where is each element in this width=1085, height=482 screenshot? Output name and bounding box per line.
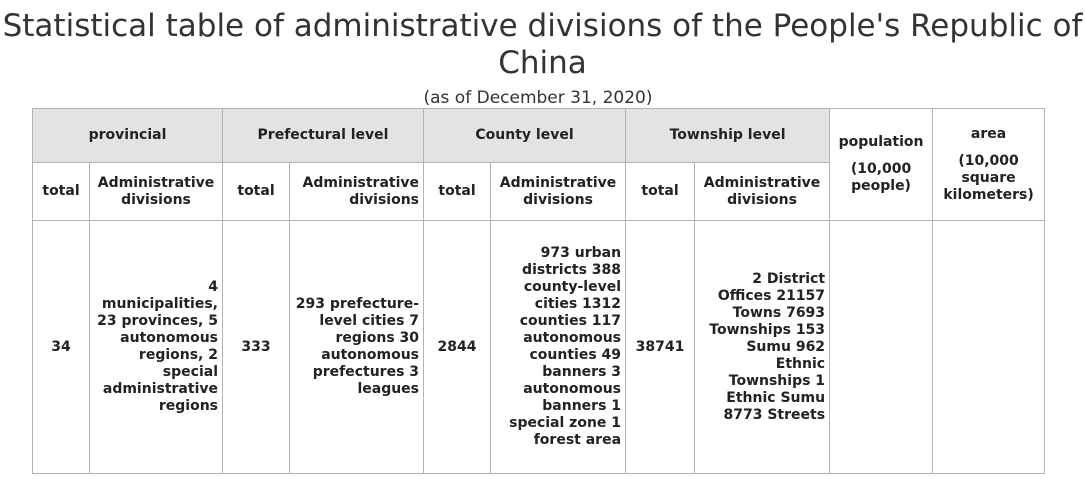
subheader-township-divisions: Administrative divisions	[695, 163, 830, 221]
subheader-county-total: total	[424, 163, 491, 221]
header-population-label: population	[838, 134, 924, 150]
provincial-divisions-cell: 4 municipalities, 23 provinces, 5 autonomous regions, 2 special administrative regions	[90, 221, 223, 474]
provincial-total-cell: 34	[33, 221, 90, 474]
header-township: Township level	[626, 109, 830, 163]
table-header-row	[33, 109, 1045, 163]
page-title: Statistical table of administrative divisions of the People's Republic of China	[2, 8, 1083, 81]
header-population-unit: (10,000 people)	[850, 161, 912, 194]
subheader-prefectural-divisions: Administrative divisions	[290, 163, 424, 221]
county-total-cell: 2844	[424, 221, 491, 474]
header-provincial: provincial	[33, 109, 223, 163]
prefectural-divisions-cell: 293 prefecture-level cities 7 regions 30 autonomous prefectures 3 leagues	[290, 221, 424, 474]
prefectural-total-cell: 333	[223, 221, 290, 474]
township-total-cell: 38741	[626, 221, 695, 474]
subheader-county-divisions: Administrative divisions	[491, 163, 626, 221]
header-county: County level	[424, 109, 626, 163]
header-population	[830, 109, 933, 221]
township-divisions-cell: 2 District Offices 21157 Towns 7693 Townships 153 Sumu 962 Ethnic Townships 1 Ethnic Sumu 8773 Streets	[695, 221, 830, 474]
page-subtitle: (as of December 31, 2020)	[423, 88, 653, 108]
subheader-township-total: total	[626, 163, 695, 221]
table-row	[33, 221, 1045, 474]
population-cell	[830, 221, 933, 474]
header-area	[933, 109, 1045, 221]
header-prefectural: Prefectural level	[223, 109, 424, 163]
area-cell	[933, 221, 1045, 474]
header-area-unit: (10,000 square kilometers)	[943, 152, 1034, 203]
subheader-provincial-divisions: Administrative divisions	[90, 163, 223, 221]
header-area-label: area	[970, 125, 1007, 142]
subheader-prefectural-total: total	[223, 163, 290, 221]
subheader-provincial-total: total	[33, 163, 90, 221]
county-divisions-cell: 973 urban districts 388 county-level cities 1312 counties 117 autonomous counties 49 banners 3 autonomous banners 1 special zone 1 forest area	[491, 221, 626, 474]
divisions-table	[32, 108, 1045, 474]
